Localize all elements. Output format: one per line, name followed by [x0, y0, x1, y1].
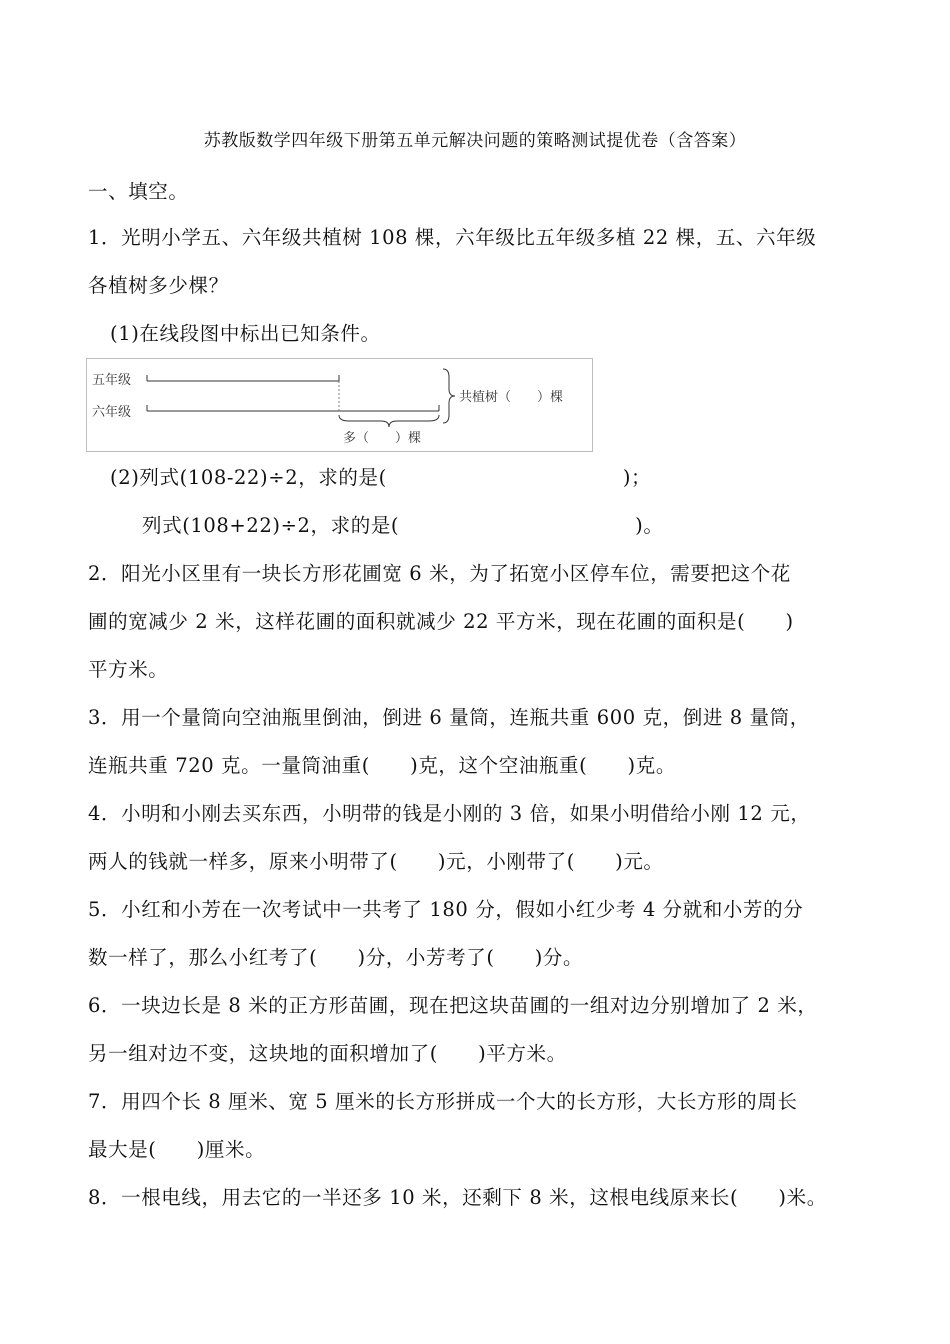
label-more: 多（ ）棵: [343, 431, 422, 446]
q3-line1: 3．用一个量筒向空油瓶里倒油，倒进 6 量筒，连瓶共重 600 克，倒进 8 量筒，: [88, 706, 810, 729]
q1-line2: 各植树多少棵？: [88, 274, 229, 297]
q5-line1: 5．小红和小芳在一次考试中一共考了 180 分，假如小红少考 4 分就和小芳的分: [88, 898, 804, 921]
q4-line1: 4．小明和小刚去买东西，小明带的钱是小刚的 3 倍，如果小明借给小刚 12 元，: [88, 802, 811, 825]
q1-sub3: [142, 510, 663, 538]
q7-line2: 最大是( )厘米。: [88, 1138, 266, 1161]
q1-sub3-prefix: 列式(108+22)÷2，求的是(: [142, 514, 400, 537]
q6-line2: 另一组对边不变，这块地的面积增加了( )平方米。: [88, 1042, 567, 1065]
segment-diagram-graphic: [87, 359, 592, 451]
label-total: 共植树（ ）棵: [459, 390, 564, 405]
q5-line2: 数一样了，那么小红考了( )分，小芳考了( )分。: [88, 946, 584, 969]
q1-line1: 1．光明小学五、六年级共植树 108 棵，六年级比五年级多植 22 棵，五、六年级: [88, 226, 817, 249]
line-segment-diagram: [86, 358, 593, 452]
page-title: 苏教版数学四年级下册第五单元解决问题的策略测试提优卷（含答案）: [203, 131, 747, 151]
q7-line1: 7．用四个长 8 厘米、宽 5 厘米的长方形拼成一个大的长方形，大长方形的周长: [88, 1090, 798, 1113]
q3-line2: 连瓶共重 720 克。一量筒油重( )克，这个空油瓶重( )克。: [88, 754, 676, 777]
q1-sub3-suffix: )。: [635, 514, 664, 537]
q2-line2: 圃的宽减少 2 米，这样花圃的面积就减少 22 平方米，现在花圃的面积是( ): [88, 610, 794, 633]
q1-sub2: [110, 462, 651, 490]
q8-line1: 8．一根电线，用去它的一半还多 10 米，还剩下 8 米，这根电线原来长( )米。: [88, 1186, 827, 1209]
q2-line3: 平方米。: [88, 658, 169, 681]
q1-sub1: (1)在线段图中标出已知条件。: [110, 322, 381, 345]
q1-sub2-suffix: )；: [622, 466, 652, 489]
section-heading: 一、填空。: [88, 180, 189, 203]
label-grade5: 五年级: [92, 373, 132, 388]
q6-line1: 6．一块边长是 8 米的正方形苗圃，现在把这块苗圃的一组对边分别增加了 2 米，: [88, 994, 818, 1017]
label-grade6: 六年级: [92, 405, 132, 420]
q2-line1: 2．阳光小区里有一块长方形花圃宽 6 米，为了拓宽小区停车位，需要把这个花: [88, 562, 791, 585]
q4-line2: 两人的钱就一样多，原来小明带了( )元，小刚带了( )元。: [88, 850, 664, 873]
q1-sub2-prefix: (2)列式(108-22)÷2，求的是(: [110, 466, 387, 489]
